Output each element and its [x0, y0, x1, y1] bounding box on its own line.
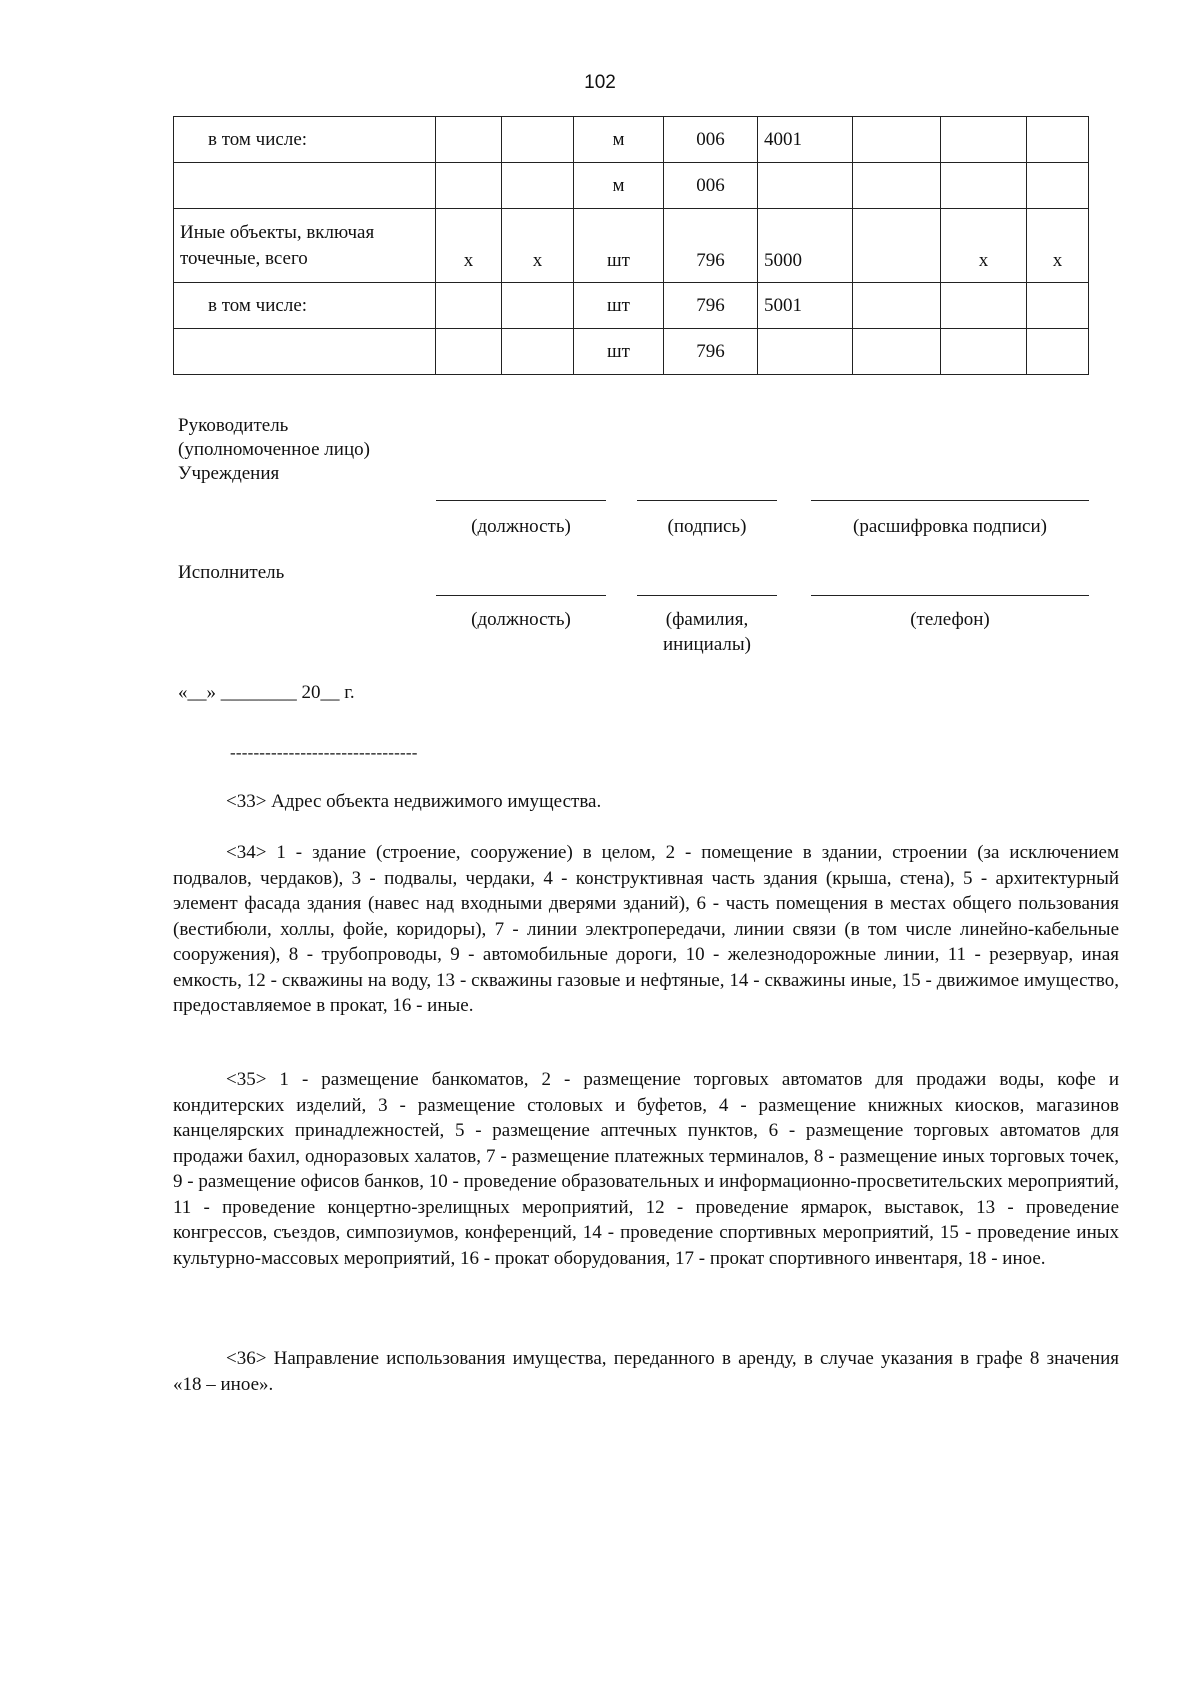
table-cell-unit: шт: [574, 283, 664, 329]
table-cell: [436, 117, 502, 163]
executor-name-caption-line: инициалы): [662, 634, 751, 655]
table-cell: x: [502, 209, 574, 283]
table-cell: [436, 283, 502, 329]
table-cell-code: [758, 163, 853, 209]
table-cell-name: [174, 329, 436, 375]
table-cell: [502, 117, 574, 163]
table-cell-unit: шт: [574, 209, 664, 283]
head-position-line: [436, 500, 606, 501]
table-cell-okei: 796: [664, 329, 758, 375]
table-row: [174, 209, 1089, 283]
table-cell-code: 5001: [758, 283, 853, 329]
table-cell: [853, 283, 941, 329]
executor-phone-line: [811, 595, 1089, 596]
table-cell: [502, 163, 574, 209]
table-cell-okei: 796: [664, 283, 758, 329]
table-cell-code: 4001: [758, 117, 853, 163]
executor-name-caption-line: (фамилия,: [665, 609, 749, 630]
table-cell: [853, 329, 941, 375]
page-number: 102: [584, 72, 616, 93]
head-label-line: Руководитель: [178, 415, 289, 436]
table-cell: x: [436, 209, 502, 283]
table-cell-name: в том числе:: [174, 283, 436, 329]
head-label: [178, 414, 370, 486]
footnote-33: <33> Адрес объекта недвижимого имущества.: [226, 791, 602, 812]
date-line: «__» ________ 20__ г.: [178, 682, 355, 703]
table-cell: [853, 209, 941, 283]
table-cell-name: Иные объекты, включая точечные, всего: [174, 209, 436, 283]
executor-name-caption: [637, 607, 777, 657]
table-cell: [502, 283, 574, 329]
table-cell: [941, 163, 1027, 209]
table-row: [174, 283, 1089, 329]
executor-label: Исполнитель: [178, 562, 285, 583]
table-cell-unit: шт: [574, 329, 664, 375]
table-cell-name: [174, 163, 436, 209]
table-cell: x: [1027, 209, 1089, 283]
table-cell: [941, 117, 1027, 163]
table-row: [174, 329, 1089, 375]
footnote-34: <34> 1 - здание (строение, сооружение) в целом, 2 - помещение в здании, строении (за исключением подвалов, чердаков), 3 - подвалы, чердаки, 4 - конструктивная часть здания (крыша, стена), 5 - архитектурный элемент фасада здания (навес над входными дверями зданий), 6 - часть помещения в местах общего пользования (вестибюли, холлы, фойе, коридоры), 7 - линии электропередачи, линии связи (в том числе линейно-кабельные сооружения), 8 - трубопроводы, 9 - автомобильные дороги, 10 - железнодорожные линии, 11 - резервуар, иная емкость, 12 - скважины на воду, 13 - скважины газовые и нефтяные, 14 - скважины иные, 15 - движимое имущество, предоставляемое в прокат, 16 - иные.: [173, 842, 1119, 1016]
table-cell-code: [758, 329, 853, 375]
table-cell: [1027, 163, 1089, 209]
table-cell-code: 5000: [758, 209, 853, 283]
table-cell: [941, 283, 1027, 329]
executor-name-line: [637, 595, 777, 596]
footnote-separator: --------------------------------: [230, 743, 418, 762]
table-cell: [853, 163, 941, 209]
executor-phone-caption: (телефон): [910, 609, 990, 630]
table-row: [174, 163, 1089, 209]
table-cell: [502, 329, 574, 375]
table-cell: [853, 117, 941, 163]
head-label-line: (уполномоченное лицо): [178, 439, 370, 460]
head-decryption-caption: (расшифровка подписи): [853, 516, 1047, 537]
table-row: [174, 117, 1089, 163]
table-cell: x: [941, 209, 1027, 283]
table-cell: [941, 329, 1027, 375]
head-signature-caption: (подпись): [667, 516, 747, 537]
table-cell: [436, 329, 502, 375]
table-cell: [436, 163, 502, 209]
executor-position-caption: (должность): [471, 609, 571, 630]
head-decryption-line: [811, 500, 1089, 501]
table-cell: [1027, 117, 1089, 163]
head-signature-line: [637, 500, 777, 501]
executor-position-line: [436, 595, 606, 596]
table-cell-unit: м: [574, 117, 664, 163]
table-cell: [1027, 283, 1089, 329]
footnote-36: <36> Направление использования имущества, переданного в аренду, в случае указания в графе 8 значения «18 – иное».: [173, 1348, 1119, 1395]
head-position-caption: (должность): [471, 516, 571, 537]
table-cell-okei: 006: [664, 163, 758, 209]
table-cell-name: в том числе:: [174, 117, 436, 163]
table-cell-okei: 006: [664, 117, 758, 163]
table-cell: [1027, 329, 1089, 375]
table-cell-okei: 796: [664, 209, 758, 283]
footnote-35: <35> 1 - размещение банкоматов, 2 - размещение торговых автоматов для продажи воды, кофе и кондитерских изделий, 3 - размещение столовых и буфетов, 4 - размещение книжных киосков, магазинов канцелярских принадлежностей, 5 - размещение аптечных пунктов, 6 - размещение торговых автоматов для продажи бахил, одноразовых халатов, 7 - размещение платежных терминалов, 8 - размещение иных торговых точек, 9 - размещение офисов банков, 10 - проведение образовательных и информационно-просветительских мероприятий, 11 - проведение концертно-зрелищных мероприятий, 12 - проведение ярмарок, выставок, 13 - проведение конгрессов, съездов, симпозиумов, конференций, 14 - проведение спортивных мероприятий, 15 - проведение иных культурно-массовых мероприятий, 16 - прокат оборудования, 17 - прокат спортивного инвентаря, 18 - иное.: [173, 1069, 1119, 1269]
table-cell-unit: м: [574, 163, 664, 209]
head-label-line: Учреждения: [178, 463, 280, 484]
property-table: [173, 116, 1089, 375]
